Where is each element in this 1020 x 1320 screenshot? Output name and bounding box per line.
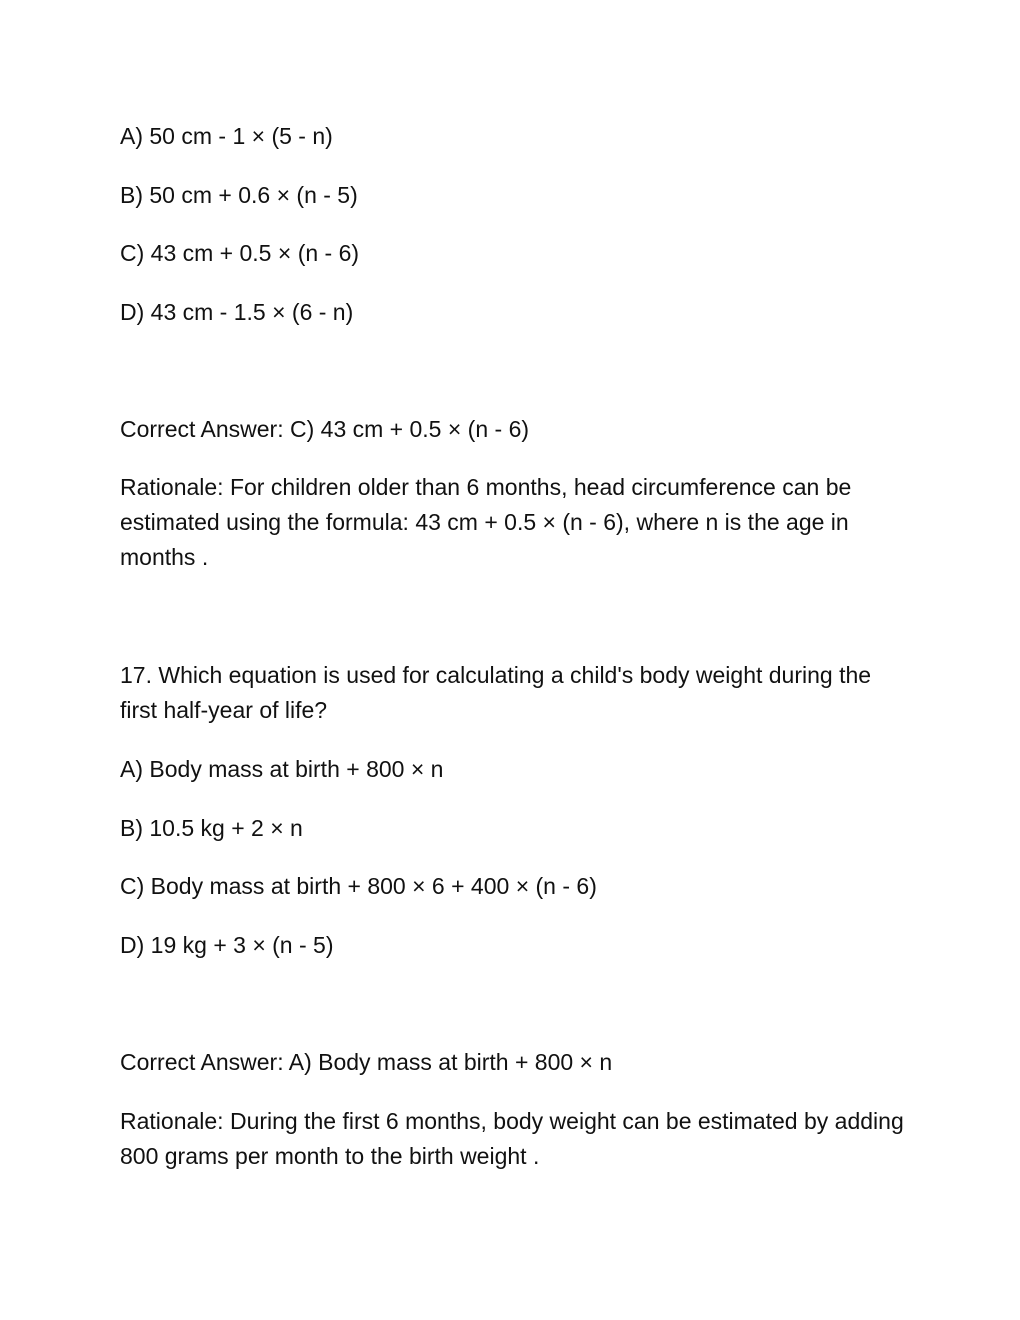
q16-rationale: Rationale: For children older than 6 months, head circumference can be estimated using the formula: 43 cm + 0.5 × (n - 6), where n is the age in months . bbox=[120, 474, 852, 570]
q17-correct-answer: Correct Answer: A) Body mass at birth + 800 × n bbox=[120, 1049, 613, 1075]
q17-option-b: B) 10.5 kg + 2 × n bbox=[120, 815, 303, 841]
q17-option-d: D) 19 kg + 3 × (n - 5) bbox=[120, 932, 334, 958]
q16-correct-answer: Correct Answer: C) 43 cm + 0.5 × (n - 6) bbox=[120, 416, 530, 442]
q16-option-a: A) 50 cm - 1 × (5 - n) bbox=[120, 123, 333, 149]
q16-option-d: D) 43 cm - 1.5 × (6 - n) bbox=[120, 299, 354, 325]
q16-option-c: C) 43 cm + 0.5 × (n - 6) bbox=[120, 240, 360, 266]
q17-rationale: Rationale: During the first 6 months, body weight can be estimated by adding 800 grams per month to the birth weight . bbox=[120, 1108, 904, 1169]
q16-option-b: B) 50 cm + 0.6 × (n - 5) bbox=[120, 182, 358, 208]
q17-option-a: A) Body mass at birth + 800 × n bbox=[120, 756, 444, 782]
q17-question: 17. Which equation is used for calculating a child's body weight during the first half-year of life? bbox=[120, 662, 872, 723]
q17-option-c: C) Body mass at birth + 800 × 6 + 400 × (n - 6) bbox=[120, 873, 597, 899]
